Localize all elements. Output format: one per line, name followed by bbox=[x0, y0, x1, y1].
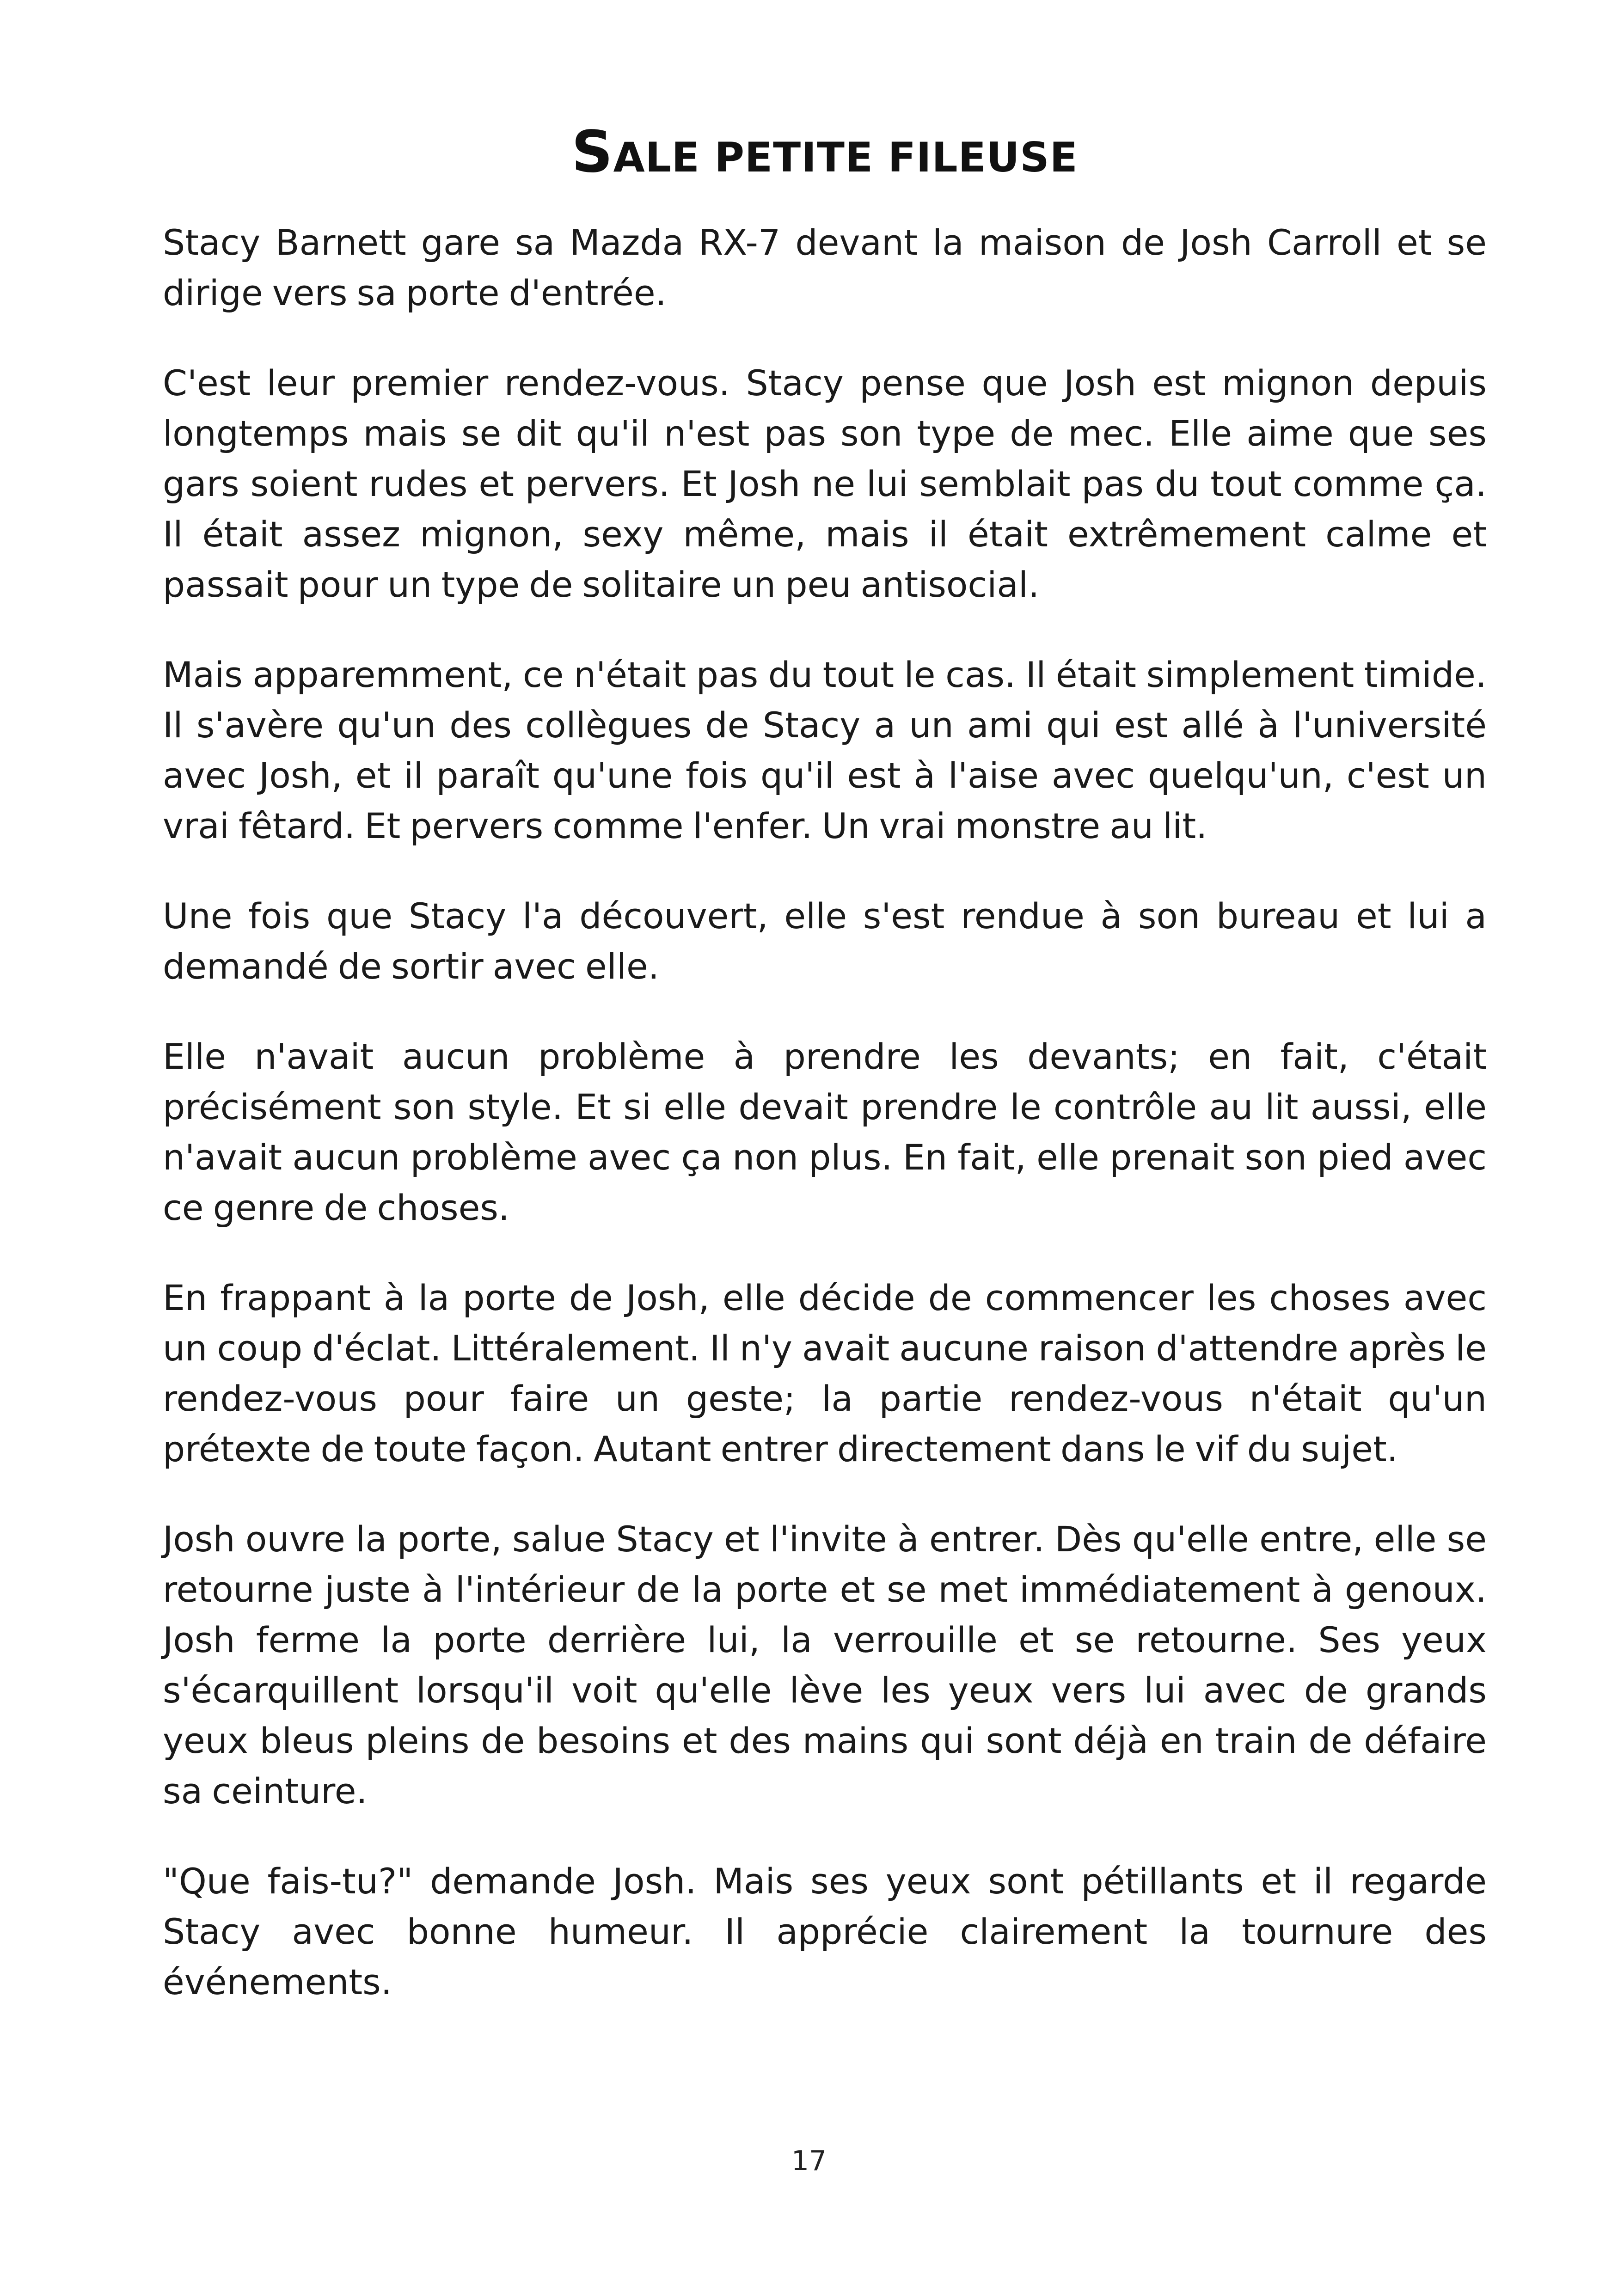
paragraph: En frappant à la porte de Josh, elle décide de commencer les choses avec un coup d'éclat. Littéralement. Il n'y avait aucune raison d'attendre après le rendez-vous pour faire un geste; la partie rendez-vous n'était qu'un prétexte de toute façon. Autant entrer directement dans le vif du sujet. bbox=[163, 1277, 1487, 1469]
page-number: 17 bbox=[791, 2145, 827, 2177]
paragraph: Stacy Barnett gare sa Mazda RX-7 devant la maison de Josh Carroll et se dirige vers sa porte d'entrée. bbox=[163, 222, 1487, 313]
chapter-title-rest: ALE PETITE FILEUSE bbox=[613, 134, 1078, 181]
chapter-title bbox=[163, 118, 1487, 187]
paragraph: Josh ouvre la porte, salue Stacy et l'invite à entrer. Dès qu'elle entre, elle se retourne juste à l'intérieur de la porte et se met immédiatement à genoux. Josh ferme la porte derrière lui, la verrouille et se retourne. Ses yeux s'écarquillent lorsqu'il voit qu'elle lève les yeux vers lui avec de grands yeux bleus pleins de besoins et des mains qui sont déjà en train de défaire sa ceinture. bbox=[163, 1518, 1487, 1812]
paragraph: Mais apparemment, ce n'était pas du tout le cas. Il était simplement timide. Il s'avère qu'un des collègues de Stacy a un ami qui est allé à l'université avec Josh, et il paraît qu'une fois qu'il est à l'aise avec quelqu'un, c'est un vrai fêtard. Et pervers comme l'enfer. Un vrai monstre au lit. bbox=[163, 654, 1487, 846]
paragraph: Une fois que Stacy l'a découvert, elle s'est rendue à son bureau et lui a demandé de sortir avec elle. bbox=[163, 895, 1487, 987]
chapter-title-initial: S bbox=[571, 119, 613, 185]
body-text bbox=[163, 217, 1487, 2047]
paragraph: C'est leur premier rendez-vous. Stacy pense que Josh est mignon depuis longtemps mais se dit qu'il n'est pas son type de mec. Elle aime que ses gars soient rudes et pervers. Et Josh ne lui semblait pas du tout comme ça. Il était assez mignon, sexy même, mais il était extrêmement calme et passait pour un type de solitaire un peu antisocial. bbox=[163, 362, 1487, 605]
paragraph: "Que fais-tu?" demande Josh. Mais ses yeux sont pétillants et il regarde Stacy avec bonne humeur. Il apprécie clairement la tournure des événements. bbox=[163, 1861, 1487, 2002]
paragraph: Elle n'avait aucun problème à prendre les devants; en fait, c'était précisément son style. Et si elle devait prendre le contrôle au lit aussi, elle n'avait aucun problème avec ça non plus. En fait, elle prenait son pied avec ce genre de choses. bbox=[163, 1036, 1487, 1228]
